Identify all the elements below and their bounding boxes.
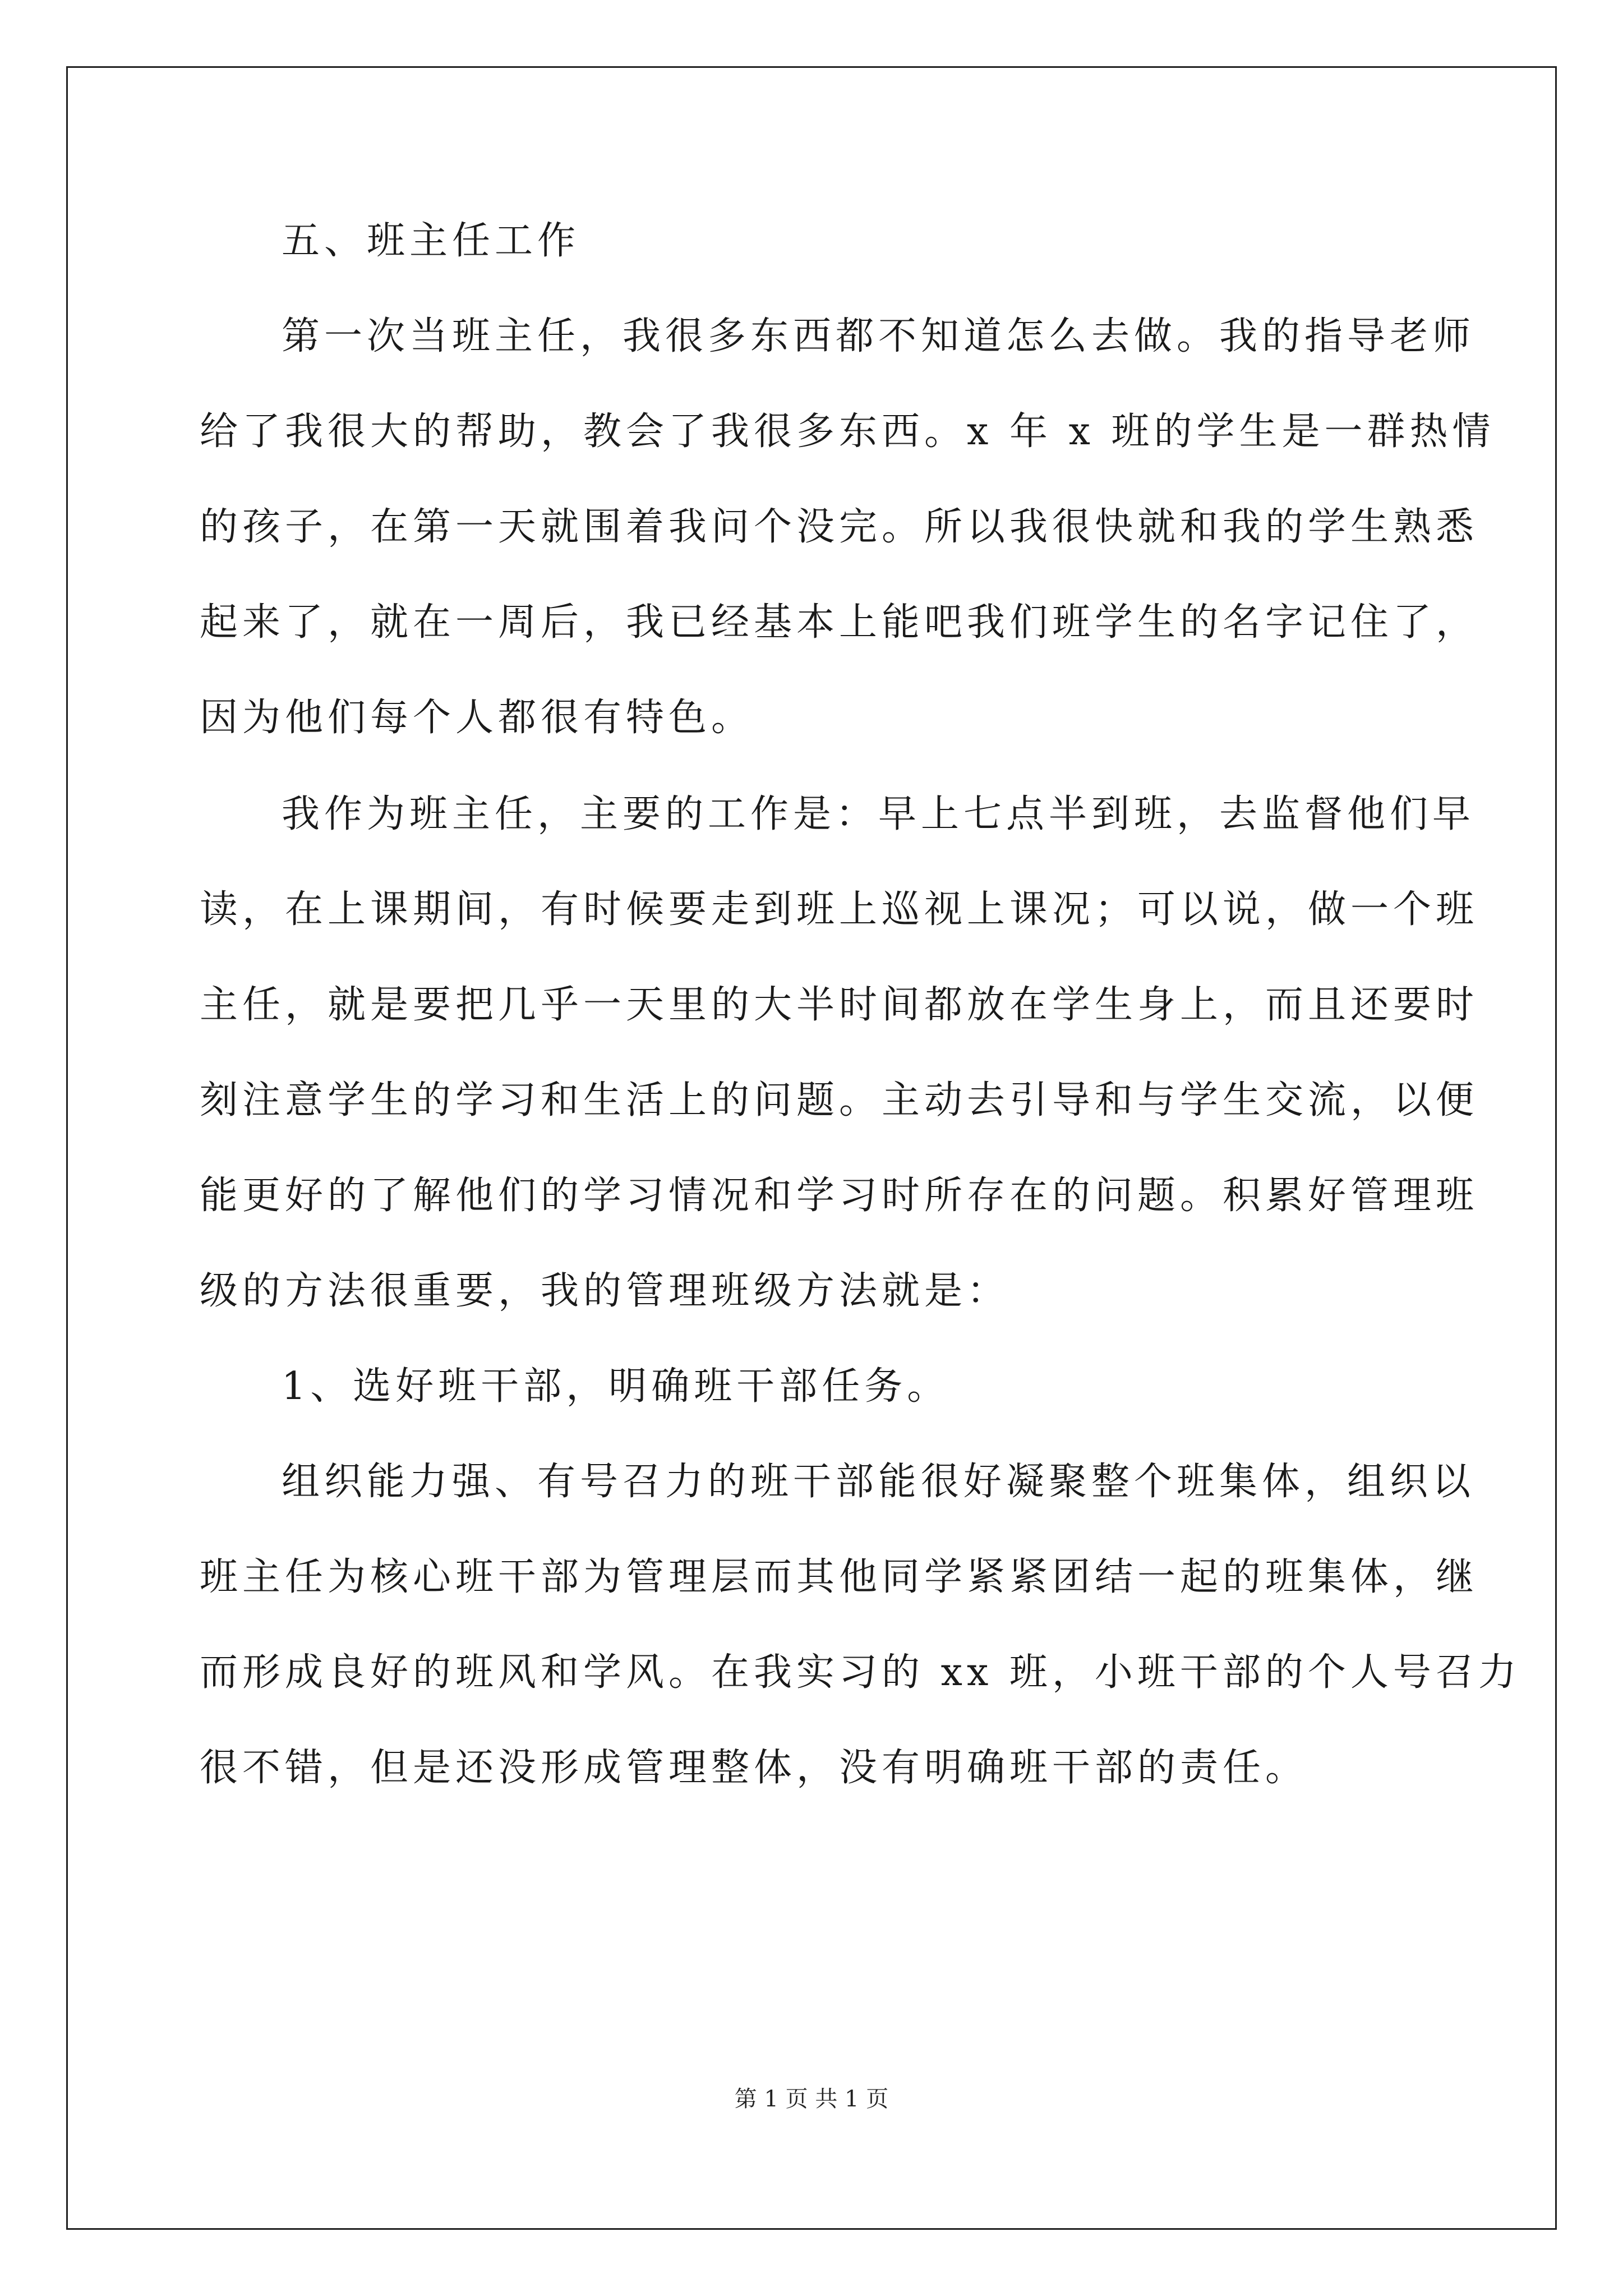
numbered-item: 1、选好班干部，明确班干部任务。 [282, 1364, 950, 1409]
paragraph-line: 组织能力强、有号召力的班干部能很好凝聚整个班集体，组织以 [282, 1460, 1476, 1504]
paragraph-line: 主任，就是要把几乎一天里的大半时间都放在学生身上，而且还要时 [200, 983, 1479, 1027]
page-border [66, 66, 1557, 2230]
paragraph-line: 给了我很大的帮助，教会了我很多东西。x 年 x 班的学生是一群热情 [200, 409, 1495, 454]
paragraph-line: 的孩子，在第一天就围着我问个没完。所以我很快就和我的学生熟悉 [200, 505, 1479, 549]
paragraph-line: 而形成良好的班风和学风。在我实习的 xx 班，小班干部的个人号召力 [200, 1650, 1521, 1695]
paragraph-line: 我作为班主任，主要的工作是：早上七点半到班，去监督他们早 [282, 792, 1476, 836]
paragraph-line: 能更好的了解他们的学习情况和学习时所存在的问题。积累好管理班 [200, 1174, 1479, 1218]
paragraph-line: 第一次当班主任，我很多东西都不知道怎么去做。我的指导老师 [282, 314, 1476, 358]
paragraph-line: 起来了，就在一周后，我已经基本上能吧我们班学生的名字记住了， [200, 600, 1479, 645]
paragraph-line: 读，在上课期间，有时候要走到班上巡视上课况；可以说，做一个班 [200, 887, 1479, 932]
paragraph-line: 级的方法很重要，我的管理班级方法就是： [200, 1269, 1010, 1313]
paragraph-line: 因为他们每个人都很有特色。 [200, 696, 754, 740]
paragraph-line: 班主任为核心班干部为管理层而其他同学紧紧团结一起的班集体，继 [200, 1555, 1479, 1599]
paragraph-line: 很不错，但是还没形成管理整体，没有明确班干部的责任。 [200, 1746, 1308, 1790]
page-footer: 第 1 页 共 1 页 [734, 2086, 889, 2112]
paragraph-line: 刻注意学生的学习和生活上的问题。主动去引导和与学生交流，以便 [200, 1078, 1479, 1122]
section-heading: 五、班主任工作 [282, 219, 580, 263]
